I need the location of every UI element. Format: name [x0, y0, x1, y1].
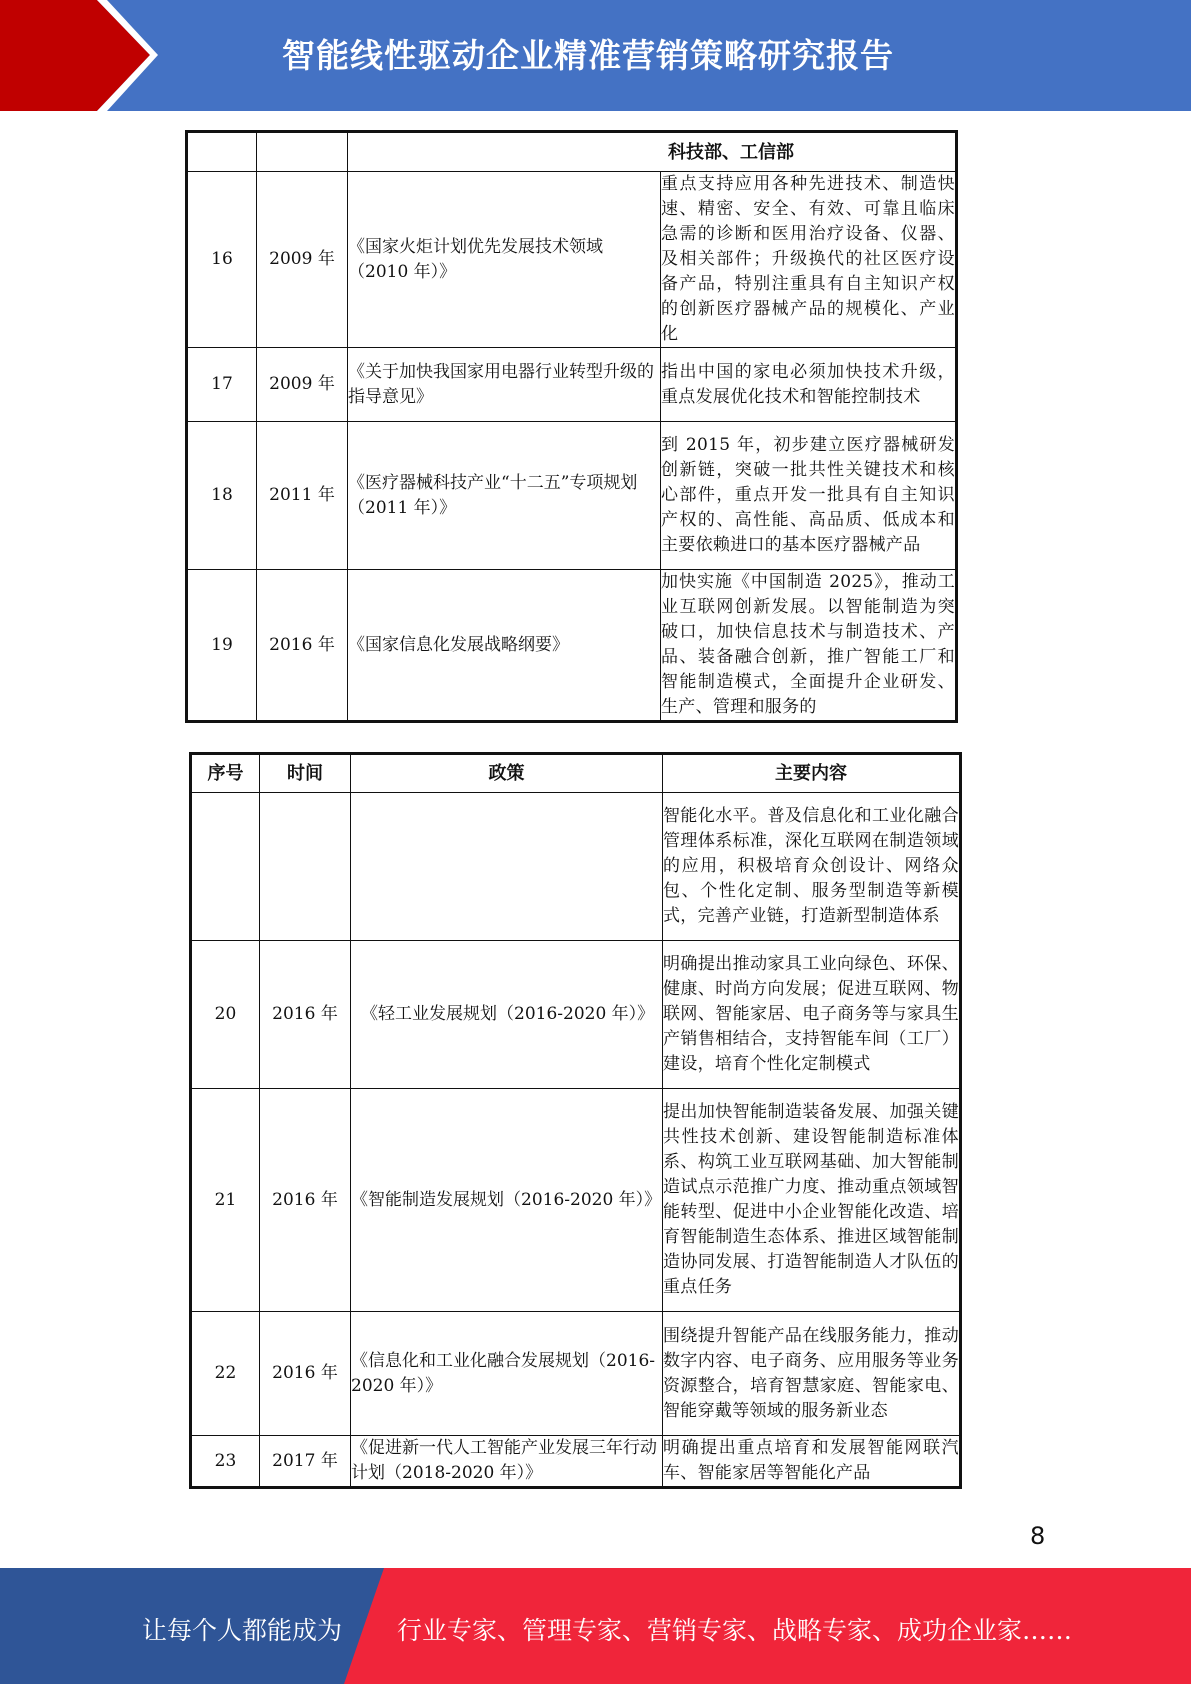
row-content: 加快实施《中国制造 2025》，推动工业互联网创新发展。以智能制造为突破口，加快信息技术与制造技术、产品、装备融合创新，推广智能工厂和智能制造模式，全面提升企业研发、生产、管理和服务的 — [661, 570, 957, 722]
row-number: 23 — [191, 1436, 260, 1488]
row-content: 提出加快智能制造装备发展、加强关键共性技术创新、建设智能制造标准体系、构筑工业互联网基础、加大智能制造试点示范推广力度、推动重点领域智能转型、促进中小企业智能化改造、培育智能制造生态体系、推进区域智能制造协同发展、打造智能制造人才队伍的重点任务 — [663, 1089, 961, 1312]
row-content: 明确提出推动家具工业向绿色、环保、健康、时尚方向发展；促进互联网、物联网、智能家居、电子商务等与家具生产销售相结合，支持智能车间（工厂）建设，培育个性化定制模式 — [663, 941, 961, 1089]
table-row — [191, 1436, 961, 1488]
row-year: 2009 年 — [257, 172, 348, 348]
policy-table-top — [185, 130, 958, 723]
row-policy: 《国家信息化发展战略纲要》 — [348, 570, 661, 722]
row-content: 到 2015 年，初步建立医疗器械研发创新链，突破一批共性关键技术和核心部件，重点开发一批具有自主知识产权的、高性能、高品质、低成本和主要依赖进口的基本医疗器械产品 — [661, 422, 957, 570]
row-content: 围绕提升智能产品在线服务能力，推动数字内容、电子商务、应用服务等业务资源整合，培育智慧家庭、智能家电、智能穿戴等领域的服务新业态 — [663, 1312, 961, 1436]
row-content: 明确提出重点培育和发展智能网联汽车、智能家居等智能化产品 — [663, 1436, 961, 1488]
row-number: 20 — [191, 941, 260, 1089]
row-policy — [351, 793, 663, 941]
row-year: 2009 年 — [257, 348, 348, 422]
row-policy: 《轻工业发展规划（2016-2020 年）》 — [351, 941, 663, 1089]
table-row — [187, 348, 957, 422]
table-row — [191, 793, 961, 941]
footer-slogan-left: 让每个人都能成为 — [142, 1616, 343, 1645]
header-arrow-icon — [0, 0, 300, 111]
row-year: 2011 年 — [257, 422, 348, 570]
row-number: 18 — [187, 422, 257, 570]
row-year: 2016 年 — [260, 1089, 351, 1312]
table-row — [187, 132, 957, 172]
row-year — [260, 793, 351, 941]
table-row — [187, 570, 957, 722]
page-footer — [0, 1568, 1191, 1684]
row-policy: 《医疗器械科技产业“十二五”专项规划（2011 年）》 — [348, 422, 661, 570]
row-policy: 《国家火炬计划优先发展技术领域（2010 年）》 — [348, 172, 661, 348]
row-number: 19 — [187, 570, 257, 722]
page-number: 8 — [1030, 1522, 1046, 1550]
row-number: 22 — [191, 1312, 260, 1436]
row-policy: 《促进新一代人工智能产业发展三年行动计划（2018-2020 年）》 — [351, 1436, 663, 1488]
row-content: 指出中国的家电必须加快技术升级，重点发展优化技术和智能控制技术 — [661, 348, 957, 422]
table-row — [187, 172, 957, 348]
table-header-row — [191, 754, 961, 793]
header-num: 序号 — [191, 754, 260, 793]
row-number: 16 — [187, 172, 257, 348]
row-policy: 《信息化和工业化融合发展规划（2016-2020 年）》 — [351, 1312, 663, 1436]
row-year: 2016 年 — [260, 1312, 351, 1436]
table-row — [187, 422, 957, 570]
row-content: 重点支持应用各种先进技术、制造快速、精密、安全、有效、可靠且临床急需的诊断和医用治疗设备、仪器、及相关部件；升级换代的社区医疗设备产品，特别注重具有自主知识产权的创新医疗器械产品的规模化、产业化 — [661, 172, 957, 348]
header-content: 主要内容 — [663, 754, 961, 793]
row-number: 21 — [191, 1089, 260, 1312]
header-policy: 政策 — [351, 754, 663, 793]
footer-slogan-right: 行业专家、管理专家、营销专家、战略专家、成功企业家…… — [397, 1616, 1073, 1645]
row-year: 2016 年 — [260, 941, 351, 1089]
row-number — [191, 793, 260, 941]
row-content: 智能化水平。普及信息化和工业化融合管理体系标准，深化互联网在制造领域的应用，积极培育众创设计、网络众包、个性化定制、服务型制造等新模式，完善产业链，打造新型制造体系 — [663, 793, 961, 941]
row-year: 2017 年 — [260, 1436, 351, 1488]
report-title: 智能线性驱动企业精准营销策略研究报告 — [282, 36, 894, 75]
header-time: 时间 — [260, 754, 351, 793]
table-row — [191, 1312, 961, 1436]
department-label: 科技部、工信部 — [348, 132, 957, 172]
page-header — [0, 0, 1191, 111]
policy-table-bottom — [189, 752, 962, 1489]
table-row — [191, 941, 961, 1089]
row-policy: 《关于加快我国家用电器行业转型升级的指导意见》 — [348, 348, 661, 422]
row-number: 17 — [187, 348, 257, 422]
row-policy: 《智能制造发展规划（2016-2020 年）》 — [351, 1089, 663, 1312]
row-year: 2016 年 — [257, 570, 348, 722]
table-row — [191, 1089, 961, 1312]
